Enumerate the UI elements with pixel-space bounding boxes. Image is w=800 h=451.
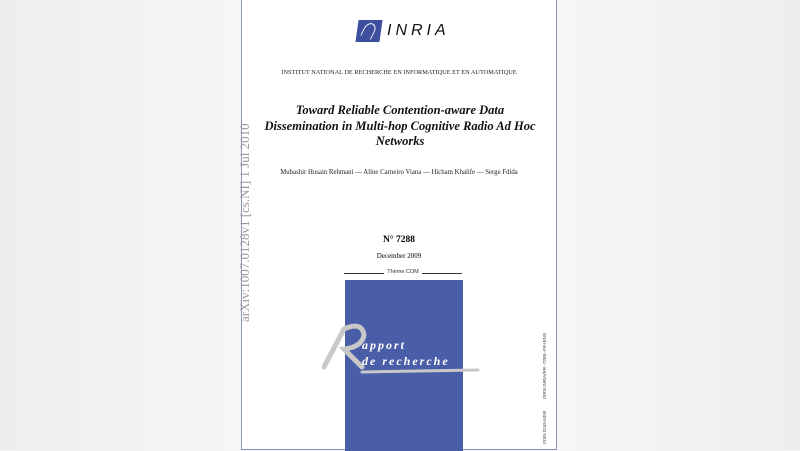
- document-title: Toward Reliable Contention-aware Data Dissemination in Multi-hop Cognitive Radio Ad Hoc Networks: [264, 103, 536, 148]
- rapport-line2: de recherche: [362, 354, 450, 368]
- rapport-de-recherche-logo: [322, 319, 482, 379]
- report-date: December 2009: [376, 252, 422, 260]
- report-number: N° 7288: [382, 235, 416, 245]
- issn-isrn: [542, 333, 547, 444]
- inria-logo: [357, 20, 450, 42]
- isrn: ISRN INRIA/RR--7288--FR+ENG: [542, 332, 547, 399]
- inria-logo-icon: [355, 20, 382, 42]
- rapport-line1: apport: [362, 338, 407, 352]
- theme-text: Thème COM: [387, 269, 419, 275]
- theme-label: [344, 269, 462, 275]
- logo-text: INRIA: [387, 22, 450, 39]
- document-page: [241, 0, 557, 450]
- institute-name: INSTITUT NATIONAL DE RECHERCHE EN INFORMATIQUE ET EN AUTOMATIQUE: [281, 69, 517, 76]
- authors: Mubashir Husain Rehmani — Aline Carneiro Viana — Hicham Khalife — Serge Fdida: [280, 169, 518, 176]
- issn: ISSN 0249-6399: [542, 410, 547, 444]
- arxiv-stamp: arXiv:1007.0128v1 [cs.NI] 1 Jul 2010: [237, 123, 252, 322]
